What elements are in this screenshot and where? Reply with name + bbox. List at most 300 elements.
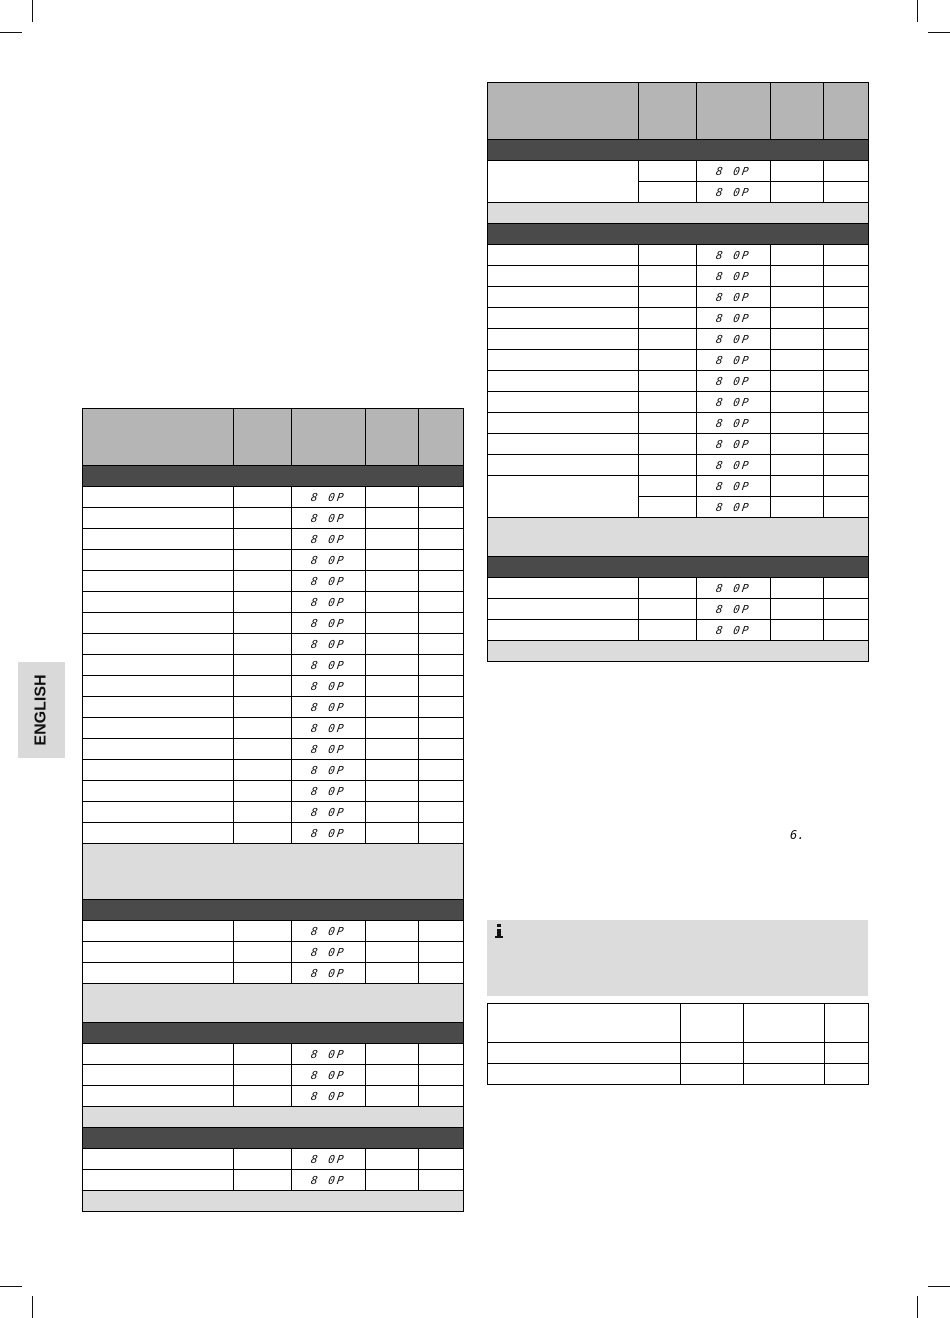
- table-cell: [488, 434, 639, 455]
- table-band: [488, 203, 869, 224]
- table-band: [83, 466, 464, 487]
- table-row-data: [83, 529, 464, 550]
- table-cell: [234, 1149, 292, 1170]
- table-cell: [419, 739, 464, 760]
- table-cell: [771, 578, 824, 599]
- table-cell: [292, 487, 366, 508]
- table-row-data: [83, 1170, 464, 1191]
- table-row-note: [83, 1107, 464, 1128]
- table-cell: [234, 823, 292, 844]
- table-cell: [292, 571, 366, 592]
- table-row-note: [83, 844, 464, 900]
- table-cell: [697, 287, 771, 308]
- program-table-left: [82, 408, 463, 1212]
- table-cell: [419, 802, 464, 823]
- display-code: 8 0P: [310, 966, 347, 980]
- table-band: [83, 984, 464, 1023]
- display-code: 8 0P: [310, 574, 347, 588]
- table-cell: [292, 613, 366, 634]
- display-code: 8 0P: [310, 784, 347, 798]
- table-cell: [83, 1149, 234, 1170]
- table-cell: [824, 413, 869, 434]
- display-code: 8 0P: [715, 353, 752, 367]
- table-cell: [366, 487, 419, 508]
- table-row-sec: [83, 1128, 464, 1149]
- table-cell: [639, 161, 697, 182]
- table-cell: [419, 613, 464, 634]
- display-code: 8 0P: [310, 826, 347, 840]
- display-code: 8 0P: [310, 490, 347, 504]
- table-row-data: [488, 599, 869, 620]
- table-cell: [234, 613, 292, 634]
- table-cell: [366, 1044, 419, 1065]
- table-cell: [771, 455, 824, 476]
- table-cell: [824, 308, 869, 329]
- table-cell: [824, 578, 869, 599]
- table-cell: [639, 266, 697, 287]
- info-note-box: [487, 920, 868, 996]
- table-cell: [824, 161, 869, 182]
- table-cell: [83, 529, 234, 550]
- table-cell: [366, 921, 419, 942]
- table-cell: [234, 1065, 292, 1086]
- display-code: 8 0P: [310, 511, 347, 525]
- table-cell: [366, 942, 419, 963]
- table-cell: [639, 455, 697, 476]
- table-row-data: [83, 760, 464, 781]
- table-cell: [639, 308, 697, 329]
- table-band: [488, 140, 869, 161]
- table-cell: [681, 1064, 744, 1085]
- table-cell: [419, 508, 464, 529]
- table-cell: [488, 245, 639, 266]
- table-cell: [488, 308, 639, 329]
- table-cell: [292, 676, 366, 697]
- table-cell: [234, 508, 292, 529]
- table-row-data: [83, 634, 464, 655]
- table-cell: [292, 718, 366, 739]
- display-code: 8 0P: [715, 500, 752, 514]
- table-cell: [419, 1149, 464, 1170]
- table-cell: [366, 529, 419, 550]
- table-row-data: [83, 613, 464, 634]
- table-cell: [419, 760, 464, 781]
- table-cell: [83, 739, 234, 760]
- table-cell: [488, 287, 639, 308]
- display-code: 8 0P: [310, 595, 347, 609]
- table-cell: [292, 739, 366, 760]
- table-cell: [292, 781, 366, 802]
- table-cell: [488, 599, 639, 620]
- display-code: 8 0P: [715, 437, 752, 451]
- table-cell: [639, 413, 697, 434]
- table-band: [488, 641, 869, 662]
- table-row-sec: [83, 1023, 464, 1044]
- table-cell: [419, 634, 464, 655]
- display-code: 8 0P: [310, 945, 347, 959]
- table-cell: [83, 655, 234, 676]
- table-cell: [292, 697, 366, 718]
- program-table-left-body: [83, 409, 464, 1212]
- table-cell: [234, 942, 292, 963]
- table-cell: [824, 476, 869, 497]
- table-cell: [419, 1044, 464, 1065]
- table-cell: [366, 1086, 419, 1107]
- table-cell: [488, 1043, 681, 1064]
- table-cell: [697, 329, 771, 350]
- table-cell: [697, 599, 771, 620]
- table-cell: [488, 620, 639, 641]
- table-cell: [419, 1086, 464, 1107]
- table-cell: [824, 620, 869, 641]
- table-cell: [83, 823, 234, 844]
- table-cell: [83, 550, 234, 571]
- table-row-data: [83, 718, 464, 739]
- table-cell: [697, 308, 771, 329]
- table-cell: [824, 245, 869, 266]
- table-cell: [639, 350, 697, 371]
- table-cell: [419, 942, 464, 963]
- table-cell: [771, 434, 824, 455]
- table-row-data: [83, 508, 464, 529]
- table-cell: [639, 599, 697, 620]
- table-cell: [83, 1086, 234, 1107]
- table-cell: [825, 1064, 869, 1085]
- info-icon: [494, 924, 504, 940]
- table-cell: [292, 409, 366, 466]
- table-cell: [771, 599, 824, 620]
- table-cell: [83, 613, 234, 634]
- table-cell: [419, 529, 464, 550]
- table-cell: [234, 760, 292, 781]
- table-cell: [366, 1149, 419, 1170]
- display-code: 8 0P: [715, 311, 752, 325]
- table-cell: [292, 655, 366, 676]
- table-cell: [83, 508, 234, 529]
- table-cell: [639, 476, 697, 497]
- crop-mark-bottom-right: [917, 1296, 918, 1318]
- table-row-data: [488, 455, 869, 476]
- table-cell: [697, 392, 771, 413]
- display-code: 8 0P: [715, 269, 752, 283]
- table-row-note: [488, 641, 869, 662]
- table-cell: [234, 963, 292, 984]
- table-row-data: [83, 1149, 464, 1170]
- small-table-body: [488, 1004, 869, 1085]
- table-cell: [366, 823, 419, 844]
- table-row-data: [83, 1044, 464, 1065]
- display-code: 8 0P: [310, 700, 347, 714]
- table-cell: [697, 497, 771, 518]
- display-code: 8 0P: [715, 458, 752, 472]
- table-cell: [697, 413, 771, 434]
- table-cell: [83, 571, 234, 592]
- table-cell: [697, 161, 771, 182]
- table-cell: [697, 476, 771, 497]
- table-cell: [771, 620, 824, 641]
- table-cell: [771, 266, 824, 287]
- display-code: 8 0P: [715, 479, 752, 493]
- table-cell: [292, 802, 366, 823]
- table-row-note: [488, 203, 869, 224]
- table-row-data: [83, 823, 464, 844]
- display-code: 8 0P: [310, 742, 347, 756]
- table-cell: [419, 781, 464, 802]
- table-cell: [234, 655, 292, 676]
- table-cell: [234, 634, 292, 655]
- display-symbol-six: 6.: [790, 828, 805, 842]
- display-code: 8 0P: [715, 185, 752, 199]
- table-row-note: [83, 1191, 464, 1212]
- table-cell: [366, 802, 419, 823]
- table-cell: [824, 329, 869, 350]
- table-cell: [366, 963, 419, 984]
- table-cell: [292, 1170, 366, 1191]
- display-code: 8 0P: [715, 248, 752, 262]
- table-cell: [292, 1065, 366, 1086]
- table-cell: [824, 371, 869, 392]
- table-cell: [419, 963, 464, 984]
- table-cell: [639, 434, 697, 455]
- table-cell: [771, 329, 824, 350]
- table-cell: [234, 802, 292, 823]
- display-code: 8 0P: [715, 395, 752, 409]
- display-code: 8 0P: [310, 637, 347, 651]
- table-cell: [771, 497, 824, 518]
- table-cell: [292, 1044, 366, 1065]
- small-table: [487, 1003, 868, 1085]
- table-row-data: [83, 963, 464, 984]
- table-cell: [697, 578, 771, 599]
- table-row-data: [488, 620, 869, 641]
- crop-mark-top-left-h: [0, 32, 22, 33]
- table-row-data: [488, 392, 869, 413]
- table-cell: [639, 578, 697, 599]
- table-cell: [234, 487, 292, 508]
- crop-mark-top-right-h: [928, 32, 950, 33]
- table-cell: [488, 371, 639, 392]
- table-cell: [771, 245, 824, 266]
- table-row-data: [83, 697, 464, 718]
- table-cell: [681, 1043, 744, 1064]
- table-row-sec: [488, 557, 869, 578]
- display-code: 8 0P: [310, 1068, 347, 1082]
- table-cell: [292, 529, 366, 550]
- table-cell: [83, 781, 234, 802]
- table-cell: [83, 409, 234, 466]
- table-cell: [488, 392, 639, 413]
- table-band: [83, 1023, 464, 1044]
- table-cell: [639, 497, 697, 518]
- table-row-hdr: [83, 409, 464, 466]
- table-row-data: [83, 781, 464, 802]
- display-code: 8 0P: [310, 658, 347, 672]
- table-cell: [83, 963, 234, 984]
- table-cell: [292, 508, 366, 529]
- table-cell: [366, 760, 419, 781]
- table-cell: [83, 802, 234, 823]
- table-cell: [366, 676, 419, 697]
- table-cell: [824, 266, 869, 287]
- table-cell: [488, 413, 639, 434]
- table-cell: [419, 409, 464, 466]
- table-row-data: [488, 287, 869, 308]
- table-cell: [234, 571, 292, 592]
- table-cell: [366, 739, 419, 760]
- table-row-data: [83, 802, 464, 823]
- table-cell: [292, 921, 366, 942]
- table-band: [488, 224, 869, 245]
- table-row-data: [83, 1065, 464, 1086]
- table-cell: [366, 550, 419, 571]
- table-row-data: [488, 245, 869, 266]
- table-cell: [234, 1086, 292, 1107]
- display-code: 8 0P: [310, 1089, 347, 1103]
- table-cell: [744, 1043, 825, 1064]
- table-cell: [83, 942, 234, 963]
- table-cell: [488, 476, 639, 518]
- table-cell: [824, 287, 869, 308]
- table-cell: [771, 83, 824, 140]
- table-cell: [771, 161, 824, 182]
- table-cell: [366, 592, 419, 613]
- table-cell: [419, 697, 464, 718]
- table-cell: [234, 1044, 292, 1065]
- table-row-data: [83, 487, 464, 508]
- display-code: 8 0P: [310, 1152, 347, 1166]
- display-code: 8 0P: [310, 679, 347, 693]
- table-cell: [83, 592, 234, 613]
- table-cell: [419, 676, 464, 697]
- table-cell: [366, 634, 419, 655]
- language-tab: [18, 662, 65, 758]
- table-cell: [639, 392, 697, 413]
- table-cell: [488, 1004, 681, 1043]
- table-row-data: [83, 655, 464, 676]
- table-cell: [488, 1064, 681, 1085]
- table-row-data: [488, 1064, 869, 1085]
- table-cell: [697, 371, 771, 392]
- table-band: [83, 1191, 464, 1212]
- display-code: 8 0P: [310, 616, 347, 630]
- table-cell: [825, 1004, 869, 1043]
- table-cell: [488, 329, 639, 350]
- display-code: 8 0P: [310, 532, 347, 546]
- display-code: 8 0P: [310, 805, 347, 819]
- table-row-data: [488, 434, 869, 455]
- display-code: 8 0P: [310, 763, 347, 777]
- table-cell: [419, 1170, 464, 1191]
- table-cell: [697, 434, 771, 455]
- table-band: [83, 1128, 464, 1149]
- table-row-data: [83, 550, 464, 571]
- display-code: 8 0P: [310, 1173, 347, 1187]
- table-row-data: [83, 676, 464, 697]
- table-cell: [83, 760, 234, 781]
- table-cell: [234, 1170, 292, 1191]
- table-cell: [366, 409, 419, 466]
- table-cell: [771, 182, 824, 203]
- table-cell: [83, 487, 234, 508]
- table-cell: [488, 266, 639, 287]
- table-cell: [697, 620, 771, 641]
- display-code: 8 0P: [715, 290, 752, 304]
- table-cell: [234, 676, 292, 697]
- table-cell: [697, 350, 771, 371]
- crop-mark-bottom-right-h: [928, 1286, 950, 1287]
- table-cell: [488, 350, 639, 371]
- table-row-data: [83, 921, 464, 942]
- table-cell: [824, 83, 869, 140]
- table-cell: [771, 413, 824, 434]
- table-row-sec: [488, 224, 869, 245]
- table-cell: [366, 613, 419, 634]
- table-cell: [366, 508, 419, 529]
- table-cell: [234, 529, 292, 550]
- table-cell: [771, 287, 824, 308]
- table-row-data: [83, 739, 464, 760]
- table-band: [488, 518, 869, 557]
- table-cell: [366, 1170, 419, 1191]
- table-band: [83, 844, 464, 900]
- table-cell: [234, 921, 292, 942]
- table-row-data: [488, 350, 869, 371]
- table-cell: [366, 571, 419, 592]
- table-cell: [234, 550, 292, 571]
- table-cell: [824, 455, 869, 476]
- table-cell: [83, 1170, 234, 1191]
- table-row-sec: [83, 900, 464, 921]
- table-row-note: [83, 984, 464, 1023]
- table-row-sec: [488, 140, 869, 161]
- table-cell: [83, 634, 234, 655]
- table-cell: [697, 182, 771, 203]
- table-cell: [771, 371, 824, 392]
- display-code: 8 0P: [310, 553, 347, 567]
- table-cell: [824, 599, 869, 620]
- table-cell: [366, 781, 419, 802]
- table-cell: [697, 245, 771, 266]
- display-code: 8 0P: [715, 164, 752, 178]
- table-cell: [292, 823, 366, 844]
- table-cell: [697, 83, 771, 140]
- table-cell: [488, 455, 639, 476]
- table-row-data: [83, 571, 464, 592]
- table-cell: [639, 182, 697, 203]
- table-cell: [639, 371, 697, 392]
- display-code: 8 0P: [310, 1047, 347, 1061]
- table-cell: [234, 409, 292, 466]
- table-row-data: [83, 1086, 464, 1107]
- table-cell: [83, 697, 234, 718]
- table-cell: [292, 592, 366, 613]
- table-row-data: [488, 578, 869, 599]
- crop-mark-top-right: [917, 0, 918, 22]
- table-cell: [681, 1004, 744, 1043]
- table-cell: [639, 83, 697, 140]
- table-cell: [83, 921, 234, 942]
- table-band: [488, 557, 869, 578]
- table-cell: [419, 571, 464, 592]
- table-cell: [419, 921, 464, 942]
- table-row-data: [488, 476, 869, 497]
- table-cell: [771, 308, 824, 329]
- table-cell: [419, 718, 464, 739]
- table-cell: [824, 350, 869, 371]
- table-cell: [744, 1004, 825, 1043]
- table-cell: [292, 550, 366, 571]
- table-cell: [639, 245, 697, 266]
